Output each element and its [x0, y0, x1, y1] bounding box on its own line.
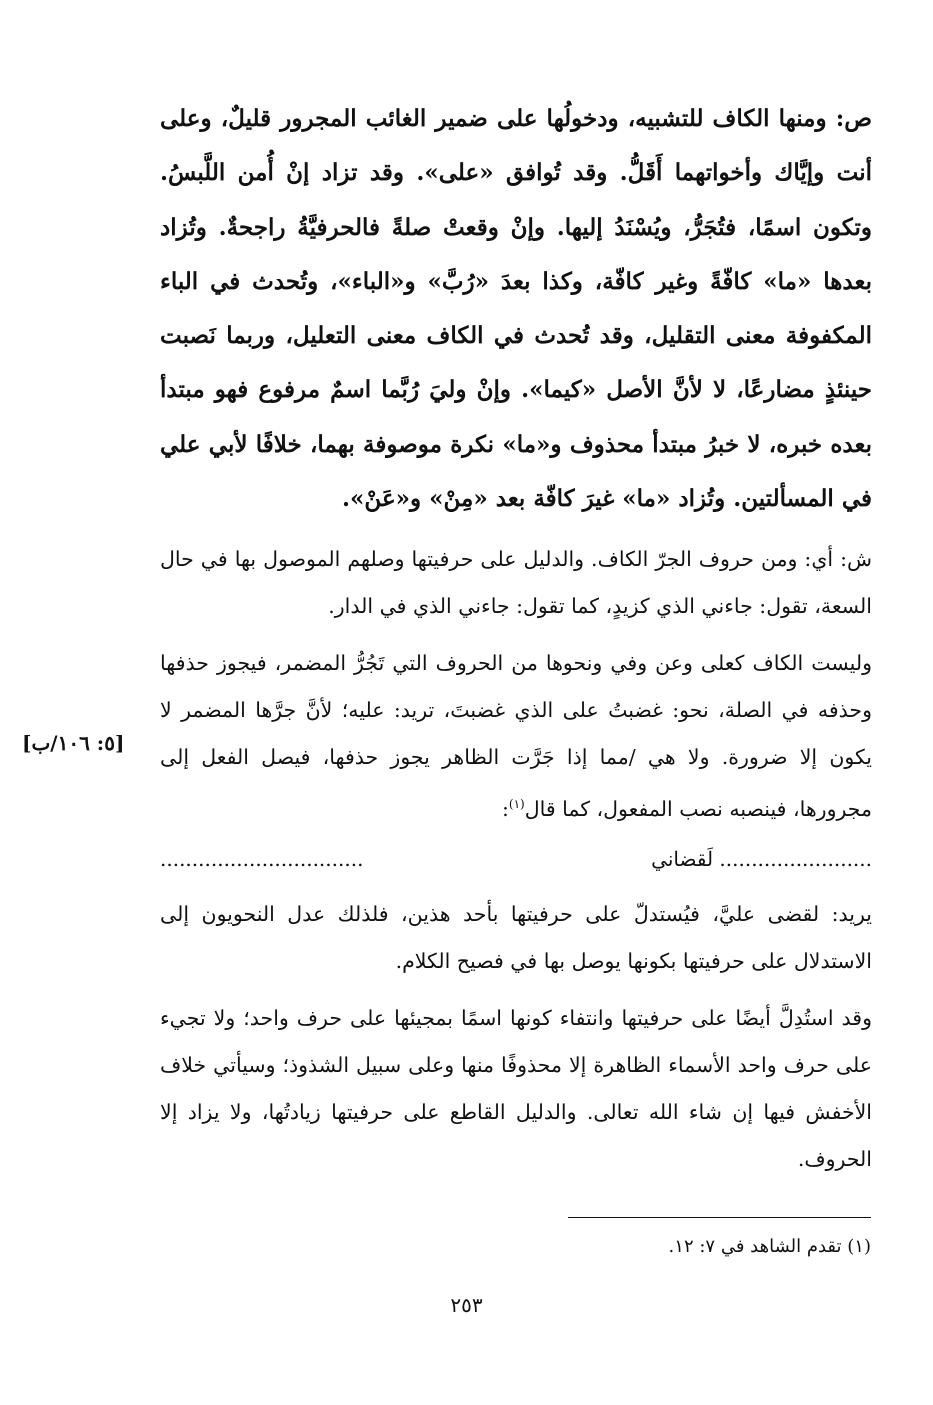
footnote: (١) تقدم الشاهد في ٧: ١٢.: [668, 1236, 871, 1257]
commentary-paragraph: يريد: لقضى عليَّ، فيُستدلّ على حرفيتها بأحد هذين، فلذلك عدل النحويون إلى الاستدلال على حرفيتها بكونها يوصل بها في فصيح الكلام.: [160, 902, 872, 974]
page-number: ٢٥٣: [450, 1293, 483, 1317]
verse-left-hemistich: ................................: [160, 847, 364, 872]
colon: :: [501, 797, 509, 822]
commentary-paragraph: [160, 640, 872, 833]
footnote-divider: [568, 1217, 871, 1218]
commentary-paragraph: وقد استُدِلَّ أيضًا على حرفيتها وانتفاء كونها اسمًا بمجيئها على حرف واحد؛ ولا تجيء على حرف واحد الأسماء الظاهرة إلا محذوفًا منها وعلى سبيل الشذوذ؛ وسيأتي خلاف الأخفش فيها إن شاء الله تعالى. والدليل القاطع على حرفيتها زيادتُها، ولا يزاد إلا الحروف.: [160, 1006, 872, 1172]
text-paragraph: ص: ومنها الكاف للتشبيه، ودخولُها على ضمير الغائب المجرور قليلٌ، وعلى أنت وإيَّاك وأخواتهما أَقَلُّ. وقد تُوافق «على». وقد تزاد إنْ أُمن اللَّبسُ. وتكون اسمًا، فتُجَرُّ، ويُسْنَدُ إليها. وإنْ وقعتْ صلةً فالحرفيَّةُ راجحةٌ. وتُزاد بعدها «ما» كافّةً وغير كافّة، وكذا بعدَ «رُبَّ» و«الباء»، وتُحدث في الباء المكفوفة معنى التقليل، وقد تُحدث في الكاف معنى التعليل، وربما نَصبت حينئذٍ مضارعًا، لا لأنَّ الأصل «كيما». وإنْ وليَ رُبَّما اسمٌ مرفوع فهو مبتدأ بعده خبره، لا خبرُ مبتدأ محذوف و«ما» نكرة موصوفة بهما، خلافًا لأبي علي في المسألتين. وتُزاد «ما» غيرَ كافّة بعد «مِنْ» و«عَنْ».: [160, 105, 872, 513]
footnote-marker: (١): [508, 797, 525, 812]
commentary-paragraph-text: وليست الكاف كعلى وعن وفي ونحوها من الحروف التي تَجُرُّ المضمر، فيجوز حذفها وحذفه في الصلة، نحو: غضبتُ على الذي غضبتَ، تريد: عليه؛ لأنَّ جرَّها المضمر لا يكون إلا ضرورة. ولا هي /مما إذا جَرَّت الظاهر يجوز حذفها، فيصل الفعل إلى مجرورها، فينصبه نصب المفعول، كما قال: [160, 651, 872, 822]
manuscript-folio-ref: [٥: ١٠٦/ب]: [22, 731, 125, 755]
commentary-paragraph: ش: أي: ومن حروف الجرّ الكاف. والدليل على حرفيتها وصلهم الموصول بها في حال السعة، تقول: جاءني الذي كزيدٍ، كما تقول: جاءني الذي في الدار.: [160, 547, 872, 619]
verse-right-hemistich: ........................ لَقضاني: [651, 847, 872, 872]
page-body: [160, 92, 872, 1183]
verse-line: [160, 837, 872, 881]
